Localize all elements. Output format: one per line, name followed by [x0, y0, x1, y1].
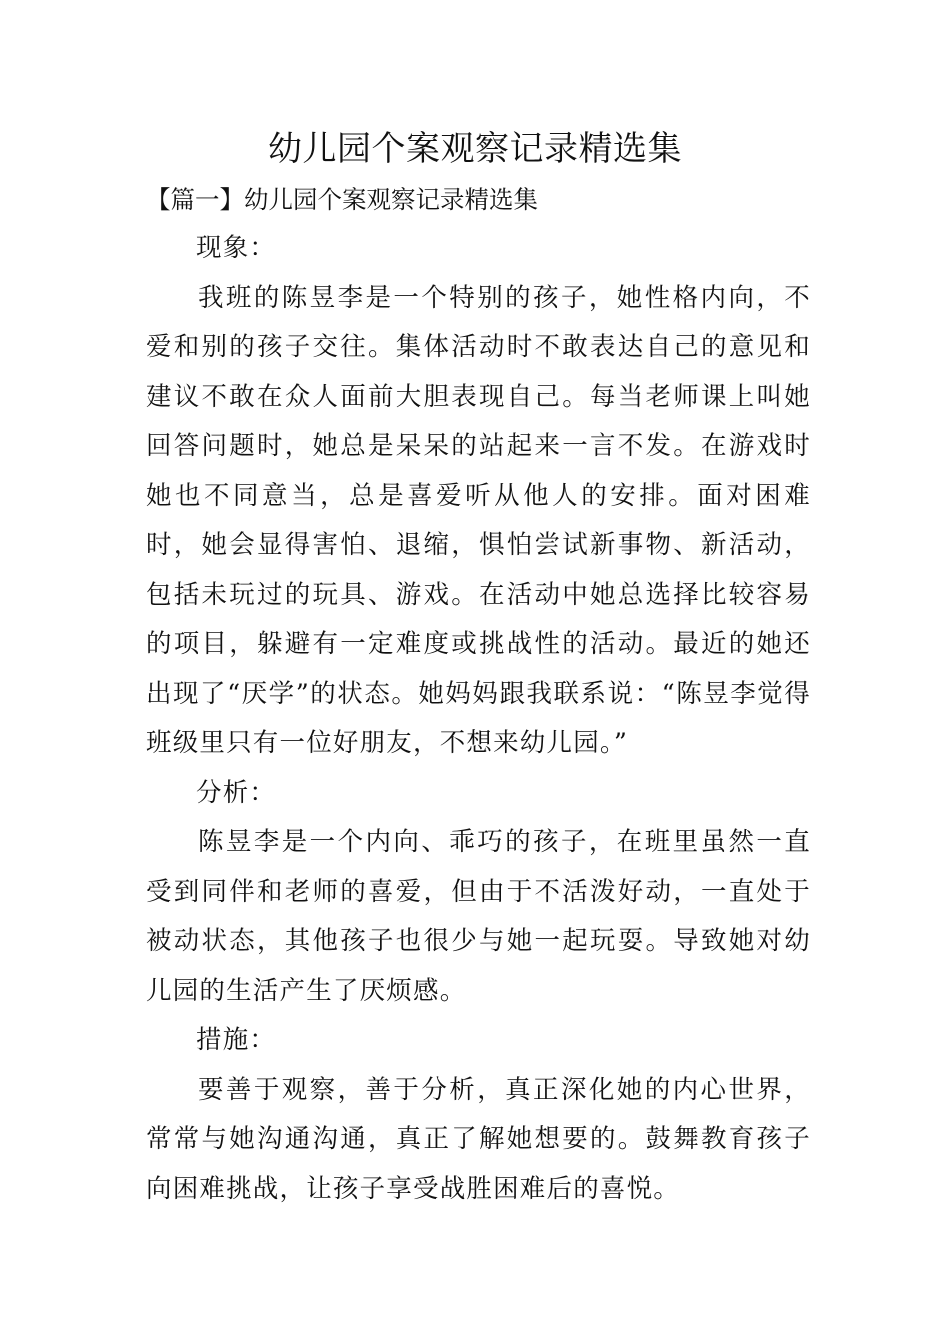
measures-paragraph: 要善于观察，善于分析，真正深化她的内心世界，常常与她沟通沟通，真正了解她想要的。鼓舞教育孩子向困难挑战，让孩子享受战胜困难后的喜悦。 [146, 1074, 811, 1204]
phenomenon-heading: 现象： [196, 233, 277, 263]
section-title: 【篇一】幼儿园个案观察记录精选集 [146, 185, 538, 214]
document-title: 幼儿园个案观察记录精选集 [268, 129, 682, 169]
analysis-paragraph: 陈昱李是一个内向、乖巧的孩子，在班里虽然一直受到同伴和老师的喜爱，但由于不活泼好动，一直处于被动状态，其他孩子也很少与她一起玩耍。导致她对幼儿园的生活产生了厌烦感。 [146, 827, 811, 1006]
analysis-heading: 分析： [196, 777, 277, 808]
document-body [146, 224, 811, 1214]
phenomenon-paragraph: 我班的陈昱李是一个特别的孩子，她性格内向，不爱和别的孩子交往。集体活动时不敢表达自己的意见和建议不敢在众人面前大胆表现自己。每当老师课上叫她回答问题时，她总是呆呆的站起来一言不发。在游戏时她也不同意当，总是喜爱听从他人的安排。面对困难时，她会显得害怕、退缩，惧怕尝试新事物、新活动，包括未玩过的玩具、游戏。在活动中她总选择比较容易的项目，躲避有一定难度或挑战性的活动。最近的她还出现了“厌学”的状态。她妈妈跟我联系说：“陈昱李觉得班级里只有一位好朋友，不想来幼儿园。” [146, 282, 811, 758]
measures-heading: 措施： [196, 1025, 277, 1055]
